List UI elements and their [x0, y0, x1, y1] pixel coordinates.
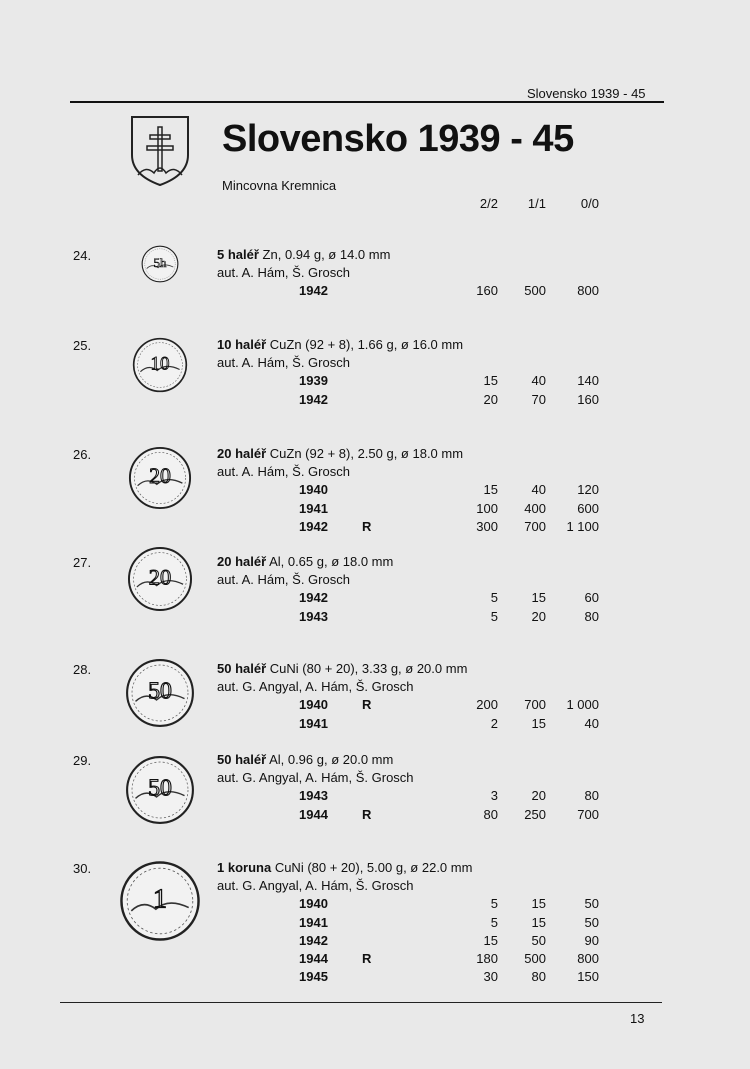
price-value: 15: [483, 482, 498, 498]
page-title: Slovensko 1939 - 45: [222, 118, 574, 160]
mint-year: 1941: [299, 500, 328, 516]
price-value: 15: [483, 373, 498, 389]
running-header: Slovensko 1939 - 45: [527, 86, 646, 101]
mint-year: 1943: [299, 608, 328, 624]
price-value: 150: [577, 969, 599, 985]
price-value: 5: [490, 914, 498, 930]
price-value: 50: [584, 896, 599, 912]
price-value: 40: [531, 373, 546, 389]
price-value: 200: [476, 697, 498, 713]
price-value: 30: [483, 969, 498, 985]
coin-specification: Zn, 0.94 g, ø 14.0 mm: [262, 247, 391, 262]
coin-description: [217, 752, 393, 767]
coin-description: [217, 860, 472, 875]
coin-specification: CuNi (80 + 20), 5.00 g, ø 22.0 mm: [274, 860, 473, 875]
price-value: 100: [476, 500, 498, 516]
slovak-coat-of-arms-icon: [128, 113, 192, 188]
header-rule: [70, 101, 664, 103]
rarity-mark: R: [362, 806, 372, 822]
coin-image: [132, 337, 188, 393]
rarity-mark: R: [362, 518, 372, 534]
price-value: 15: [531, 590, 546, 606]
price-value: 15: [531, 715, 546, 731]
mint-year: 1942: [299, 391, 328, 407]
coin-image: [119, 860, 201, 942]
coin-authors: aut. A. Hám, Š. Grosch: [217, 572, 350, 588]
price-value: 600: [577, 500, 599, 516]
coin-image: [125, 658, 195, 728]
page-number: 13: [630, 1011, 645, 1026]
price-value: 160: [476, 283, 498, 299]
coin-image: [125, 755, 195, 825]
price-value: 70: [531, 391, 546, 407]
entry-number: 27.: [73, 555, 92, 570]
mint-year: 1942: [299, 932, 328, 948]
price-value: 1 100: [566, 518, 599, 534]
grade-column-header: 1/1: [527, 196, 546, 211]
mint-year: 1944: [299, 806, 328, 822]
price-value: 250: [524, 806, 546, 822]
entry-number: 28.: [73, 662, 92, 677]
grade-column-header: 0/0: [580, 196, 599, 211]
price-value: 15: [531, 914, 546, 930]
coin-description: [217, 247, 390, 262]
price-value: 3: [490, 788, 498, 804]
entry-number: 25.: [73, 338, 92, 353]
coin-denomination-label: 20: [148, 564, 172, 590]
coin-description: [217, 446, 463, 461]
mint-year: 1943: [299, 788, 328, 804]
mint-name: Mincovna Kremnica: [222, 178, 337, 193]
price-value: 15: [531, 896, 546, 912]
entry-number: 29.: [73, 753, 92, 768]
mint-year: 1940: [299, 896, 328, 912]
price-value: 40: [584, 715, 599, 731]
coin-image: [128, 446, 192, 510]
denomination: 1 koruna: [217, 860, 272, 875]
price-value: 80: [584, 608, 599, 624]
price-value: 80: [584, 788, 599, 804]
price-value: 180: [476, 951, 498, 966]
coin-denomination-label: 50: [148, 678, 172, 705]
mint-year: 1942: [299, 283, 328, 299]
coin-denomination-label: 50: [148, 775, 172, 802]
entry-number: 30.: [73, 861, 92, 876]
price-value: 80: [531, 969, 546, 985]
denomination: 50 haléř: [217, 752, 267, 767]
coin-denomination-label: 5h: [153, 255, 167, 271]
coin-specification: Al, 0.96 g, ø 20.0 mm: [269, 752, 394, 767]
coin-description: [217, 554, 393, 569]
price-value: 40: [531, 482, 546, 498]
price-value: 60: [584, 590, 599, 606]
price-value: 120: [577, 482, 599, 498]
footer-rule: [60, 1002, 662, 1003]
rarity-mark: R: [362, 951, 372, 966]
mint-year: 1941: [299, 715, 328, 731]
denomination: 10 haléř: [217, 337, 267, 352]
price-value: 5: [490, 896, 498, 912]
coin-authors: aut. G. Angyal, A. Hám, Š. Grosch: [217, 878, 414, 894]
mint-year: 1941: [299, 914, 328, 930]
price-value: 1 000: [566, 697, 599, 713]
price-value: 2: [490, 715, 498, 731]
coin-specification: CuNi (80 + 20), 3.33 g, ø 20.0 mm: [269, 661, 468, 676]
price-value: 700: [524, 697, 546, 713]
price-value: 700: [577, 806, 599, 822]
price-value: 50: [584, 914, 599, 930]
coin-authors: aut. A. Hám, Š. Grosch: [217, 265, 350, 281]
coin-authors: aut. G. Angyal, A. Hám, Š. Grosch: [217, 679, 414, 695]
coin-authors: aut. A. Hám, Š. Grosch: [217, 355, 350, 371]
price-value: 80: [483, 806, 498, 822]
entry-number: 26.: [73, 447, 92, 462]
coin-authors: aut. A. Hám, Š. Grosch: [217, 464, 350, 480]
price-value: 700: [524, 518, 546, 534]
price-value: 20: [483, 391, 498, 407]
coin-denomination-label: 20: [149, 464, 171, 489]
mint-year: 1940: [299, 697, 328, 713]
price-value: 5: [490, 590, 498, 606]
mint-year: 1944: [299, 951, 328, 966]
price-value: 5: [490, 608, 498, 624]
mint-year: 1942: [299, 518, 328, 534]
grade-column-header: 2/2: [479, 196, 498, 211]
price-value: 160: [577, 391, 599, 407]
price-value: 20: [531, 608, 546, 624]
coin-denomination-label: 1: [153, 883, 167, 915]
mint-year: 1942: [299, 590, 328, 606]
price-value: 400: [524, 500, 546, 516]
price-value: 50: [531, 932, 546, 948]
coin-specification: Al, 0.65 g, ø 18.0 mm: [269, 554, 394, 569]
coin-description: [217, 337, 463, 352]
coin-description: [217, 661, 467, 676]
price-value: 140: [577, 373, 599, 389]
price-value: 500: [524, 951, 546, 966]
coin-specification: CuZn (92 + 8), 2.50 g, ø 18.0 mm: [269, 446, 464, 461]
coin-denomination-label: 10: [150, 353, 170, 375]
entry-number: 24.: [73, 248, 92, 263]
price-value: 90: [584, 932, 599, 948]
denomination: 5 haléř: [217, 247, 259, 262]
coin-image: [127, 546, 193, 612]
rarity-mark: R: [362, 697, 372, 713]
coin-image: [141, 245, 179, 283]
price-value: 800: [577, 951, 599, 966]
coin-authors: aut. G. Angyal, A. Hám, Š. Grosch: [217, 770, 414, 786]
price-value: 800: [577, 283, 599, 299]
price-value: 15: [483, 932, 498, 948]
mint-year: 1939: [299, 373, 328, 389]
mint-year: 1940: [299, 482, 328, 498]
price-value: 500: [524, 283, 546, 299]
denomination: 50 haléř: [217, 661, 267, 676]
mint-year: 1945: [299, 969, 328, 985]
coin-specification: CuZn (92 + 8), 1.66 g, ø 16.0 mm: [269, 337, 464, 352]
price-value: 300: [476, 518, 498, 534]
price-value: 20: [531, 788, 546, 804]
denomination: 20 haléř: [217, 446, 267, 461]
denomination: 20 haléř: [217, 554, 267, 569]
